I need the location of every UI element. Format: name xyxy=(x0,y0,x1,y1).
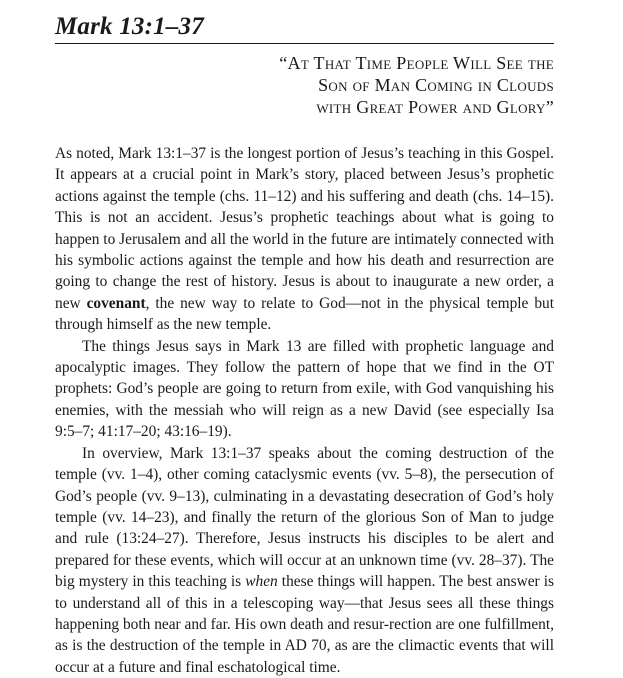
paragraph-1-text-start: As noted, Mark 13:1–37 is the longest portion of Jesus’s teaching in this Gospel. It appears at a crucial point in Mark’s story, placed between Jesus’s prophetic actions against the temple (chs. 11–12) and his suffering and death (chs. 14–15). This is not an accident. Jesus’s prophetic teachings about what is going to happen to Jerusalem and all the world in the future are intimately connected with his symbolic actions against the temple and how his death and resurrection are going to change the rest of history. Jesus is about to inaugurate a new order, a new xyxy=(55,145,554,312)
section-title-line-3: with Great Power and Glory” xyxy=(316,97,554,117)
term-covenant: covenant xyxy=(86,294,146,312)
paragraph-1 xyxy=(55,143,554,336)
section-title-line-1: “At That Time People Will See the xyxy=(279,53,554,73)
paragraph-3 xyxy=(55,443,554,678)
paragraph-3-text-end: these things will happen. The best answer is to understand all of this in a telescoping way—that Jesus sees all these things happening both near and far. His own death and resur-rection are one fulfillment, as is the destruction of the temple in AD 70, as are the climactic events that will occur at a future and final eschatological time. xyxy=(55,573,554,676)
section-title xyxy=(55,52,554,118)
section-title-line-2: Son of Man Coming in Clouds xyxy=(318,75,554,95)
running-head: Mark 13:1–37 xyxy=(55,12,554,44)
emphasis-when: when xyxy=(245,573,278,591)
body-text xyxy=(55,143,554,678)
paragraph-3-text-start: In overview, Mark 13:1–37 speaks about the coming destruction of the temple (vv. 1–4), other coming cataclysmic events (vv. 5–8), the persecution of God’s people (vv. 9–13), culminating in a devastating desecration of God’s holy temple (vv. 14–23), and finally the return of the glorious Son of Man to judge and rule (13:24–27). Therefore, Jesus instructs his disciples to be alert and prepared for these events, which will occur at an unknown time (vv. 28–37). The big mystery in this teaching is xyxy=(55,444,554,591)
paragraph-2: The things Jesus says in Mark 13 are filled with prophetic language and apocalyptic images. They follow the pattern of hope that we find in the OT prophets: God’s people are going to return from exile, with God vanquishing his enemies, with the messiah who will reign as a new David (see especially Isa 9:5–7; 41:17–20; 43:16–19). xyxy=(55,337,554,441)
book-page xyxy=(55,12,554,678)
paragraph-1-text-end: , the new way to relate to God—not in the physical temple but through himself as the new temple. xyxy=(55,294,554,334)
